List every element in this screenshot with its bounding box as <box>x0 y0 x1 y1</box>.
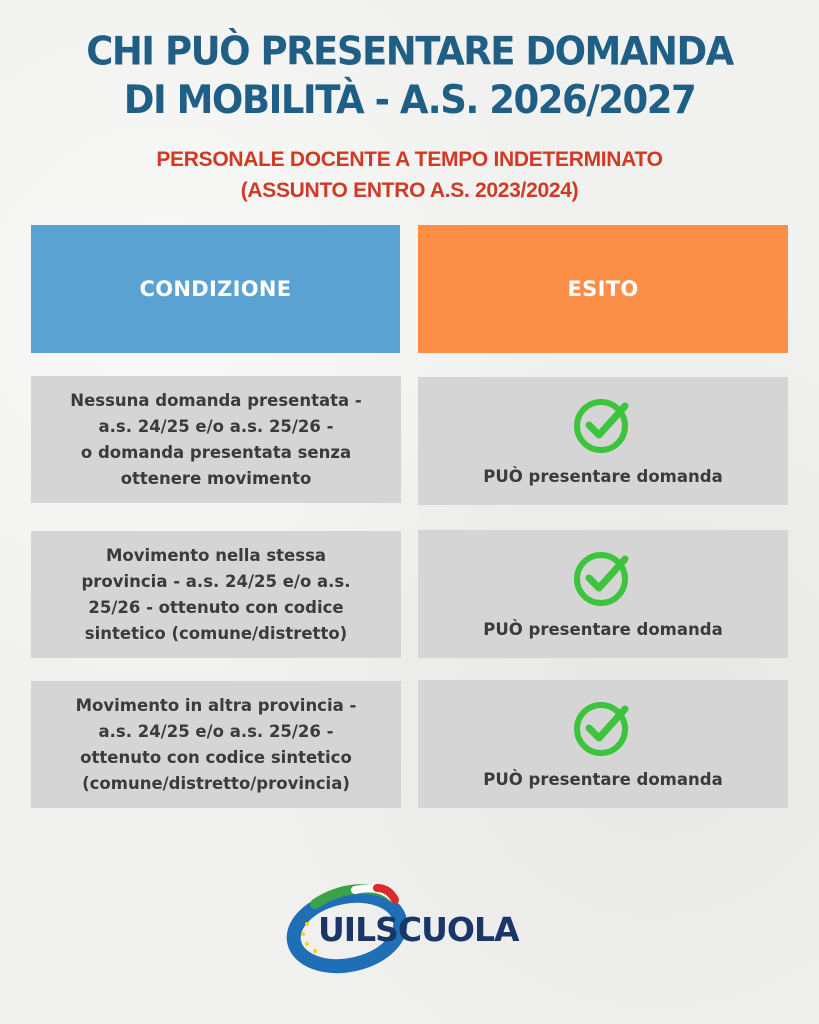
condition-line: 25/26 - ottenuto con codice <box>88 597 344 617</box>
result-label-2: PUÒ presentare domanda <box>483 620 723 639</box>
condition-line: o domanda presentata senza <box>80 442 352 462</box>
result-label-1: PUÒ presentare domanda <box>483 467 723 486</box>
condition-text-3 <box>76 693 357 797</box>
result-cell-1 <box>418 377 788 505</box>
condition-line: Nessuna domanda presentata - <box>70 390 362 410</box>
condition-cell-3 <box>31 681 401 808</box>
condition-text-2 <box>81 543 350 647</box>
condition-line: ottenuto con codice sintetico <box>80 747 352 767</box>
condition-text-1 <box>70 388 361 492</box>
condition-cell-2 <box>31 531 401 658</box>
condition-line: a.s. 24/25 e/o a.s. 25/26 - <box>98 416 334 436</box>
condition-line: provincia - a.s. 24/25 e/o a.s. <box>81 571 351 591</box>
condition-line: Movimento in altra provincia - <box>75 695 357 715</box>
condition-line: ottenere movimento <box>120 468 312 488</box>
condition-cell-1 <box>31 376 401 503</box>
page-title-line-2: DI MOBILITÀ - A.S. 2026/2027 <box>123 77 696 123</box>
condition-line: sintetico (comune/distretto) <box>84 623 348 643</box>
condition-line: (comune/distretto/provincia) <box>82 773 350 793</box>
condition-line: a.s. 24/25 e/o a.s. 25/26 - <box>98 721 334 741</box>
page-subtitle-line-2: (ASSUNTO ENTRO A.S. 2023/2024) <box>240 179 579 202</box>
check-circle-icon <box>571 392 635 456</box>
header-condition: CONDIZIONE <box>31 225 400 353</box>
header-result: ESITO <box>418 225 788 353</box>
page-subtitle <box>0 144 819 206</box>
condition-line: Movimento nella stessa <box>105 545 327 565</box>
page-title <box>0 28 819 125</box>
check-circle-icon <box>571 695 635 759</box>
result-cell-2 <box>418 530 788 658</box>
result-label-3: PUÒ presentare domanda <box>483 770 723 789</box>
result-cell-3 <box>418 680 788 808</box>
logo-text: UILSCUOLA <box>318 910 519 949</box>
page-subtitle-line-1: PERSONALE DOCENTE A TEMPO INDETERMINATO <box>156 148 663 171</box>
check-circle-icon <box>571 545 635 609</box>
page-title-line-1: CHI PUÒ PRESENTARE DOMANDA <box>86 28 733 74</box>
